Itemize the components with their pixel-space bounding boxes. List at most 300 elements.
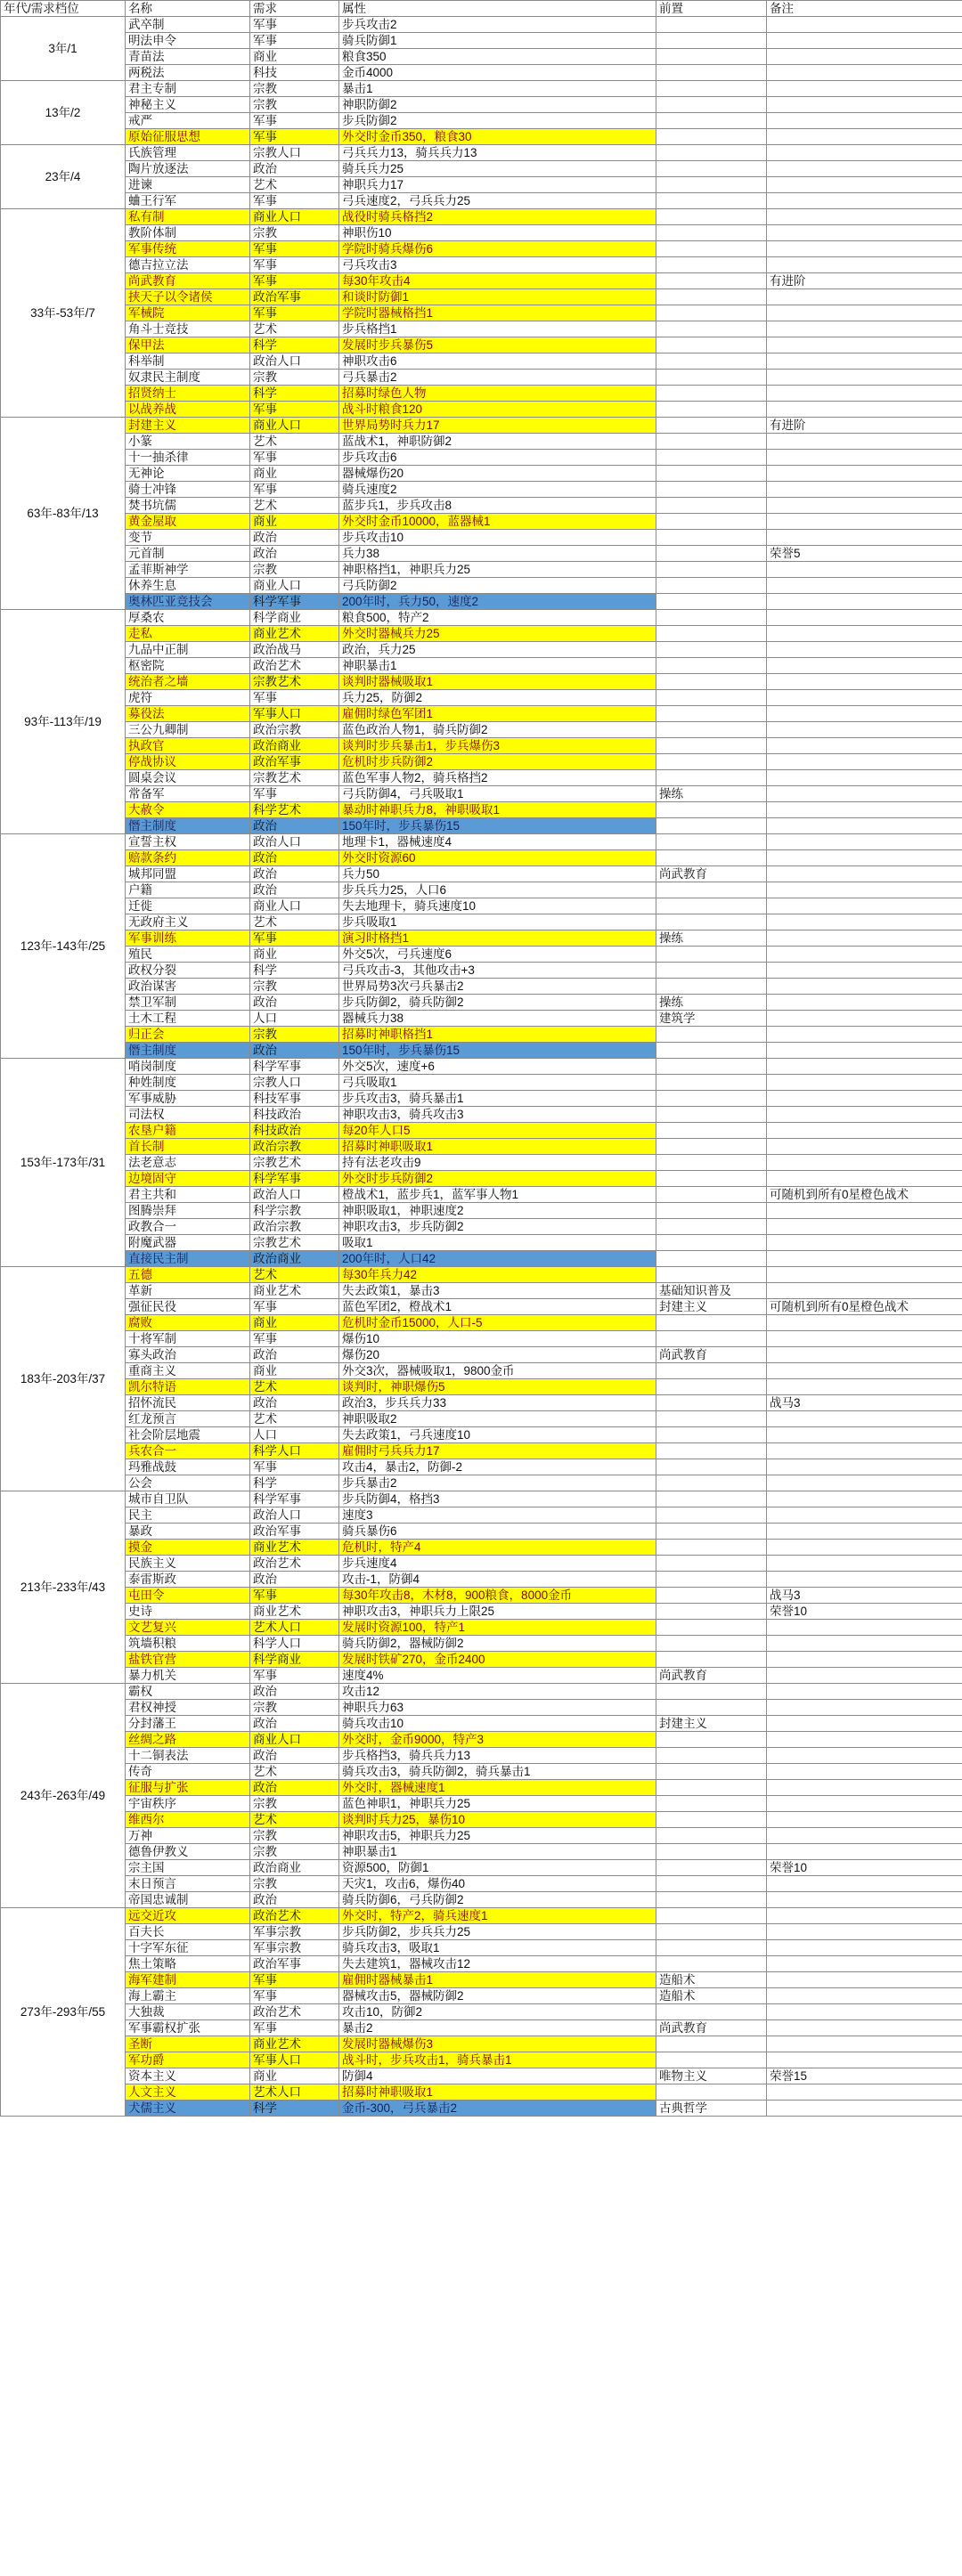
policy-prerequisite [656, 1892, 767, 1908]
policy-attribute: 每30年攻击8，木材8，900粮食，8000金币 [339, 1588, 656, 1604]
policy-requirement: 宗教 [250, 370, 339, 386]
policy-name: 赔款条约 [126, 850, 250, 866]
policy-attribute: 攻击-1，防御4 [339, 1572, 656, 1588]
policy-prerequisite [656, 1507, 767, 1524]
policy-remark [767, 1636, 962, 1652]
policy-name: 执政官 [126, 738, 250, 754]
policy-name: 政治谋害 [126, 979, 250, 995]
policy-remark [767, 658, 962, 674]
policy-name: 招贤纳士 [126, 386, 250, 402]
policy-attribute: 学院时器械格挡1 [339, 305, 656, 321]
table-row [1, 979, 962, 995]
policy-attribute: 200年时，人口42 [339, 1251, 656, 1267]
policy-name: 招怀流民 [126, 1395, 250, 1411]
policy-requirement: 商业艺术 [250, 1540, 339, 1556]
policy-prerequisite: 古典哲学 [656, 2101, 767, 2117]
policy-name: 筑墙积粮 [126, 1636, 250, 1652]
table-row [1, 706, 962, 722]
policy-name: 原始征服思想 [126, 129, 250, 145]
table-row [1, 17, 962, 33]
policy-attribute: 150年时，步兵暴伤15 [339, 1043, 656, 1059]
policy-attribute: 神职吸取1，神职速度2 [339, 1203, 656, 1219]
policy-requirement: 科技军事 [250, 1091, 339, 1107]
table-row [1, 1892, 962, 1908]
table-row [1, 113, 962, 129]
policy-requirement: 军事 [250, 1459, 339, 1475]
policy-attribute: 兵力50 [339, 866, 656, 882]
table-row [1, 466, 962, 482]
policy-prerequisite [656, 1796, 767, 1812]
policy-requirement: 艺术 [250, 1411, 339, 1427]
policy-attribute: 招募时神职吸取1 [339, 1139, 656, 1155]
policy-attribute: 器械爆伤20 [339, 466, 656, 482]
policy-prerequisite [656, 1139, 767, 1155]
table-row [1, 1443, 962, 1459]
policy-remark [767, 674, 962, 690]
header-remark: 备注 [767, 1, 962, 17]
policy-prerequisite [656, 1203, 767, 1219]
policy-requirement: 科学 [250, 337, 339, 353]
policy-prerequisite [656, 1780, 767, 1796]
policy-requirement: 商业艺术 [250, 1604, 339, 1620]
table-row [1, 1107, 962, 1123]
policy-remark [767, 1155, 962, 1171]
policy-requirement: 商业人口 [250, 578, 339, 594]
policy-remark [767, 1572, 962, 1588]
policy-prerequisite [656, 979, 767, 995]
policy-prerequisite [656, 145, 767, 161]
policy-prerequisite [656, 546, 767, 562]
policy-requirement: 宗教 [250, 979, 339, 995]
policy-remark [767, 770, 962, 786]
policy-prerequisite [656, 1219, 767, 1235]
policy-attribute: 外交时金币10000，蓝器械1 [339, 514, 656, 530]
policy-prerequisite [656, 177, 767, 193]
policy-prerequisite [656, 273, 767, 289]
policy-prerequisite [656, 1059, 767, 1075]
policy-requirement: 政治军事 [250, 1524, 339, 1540]
policy-name: 德鲁伊教义 [126, 1844, 250, 1860]
policy-remark [767, 113, 962, 129]
table-row [1, 1748, 962, 1764]
policy-attribute: 外交时资源60 [339, 850, 656, 866]
policy-name: 募役法 [126, 706, 250, 722]
policy-requirement: 政治人口 [250, 353, 339, 370]
table-row [1, 1988, 962, 2004]
policy-attribute: 每30年兵力42 [339, 1267, 656, 1283]
policy-attribute: 爆伤10 [339, 1331, 656, 1347]
policy-remark [767, 2036, 962, 2052]
policy-requirement: 军事 [250, 1988, 339, 2004]
policy-requirement: 政治人口 [250, 834, 339, 850]
policy-requirement: 政治商业 [250, 738, 339, 754]
policy-name: 明法申令 [126, 33, 250, 49]
policy-requirement: 宗教 [250, 1844, 339, 1860]
policy-attribute: 外交时，器械速度1 [339, 1780, 656, 1796]
policy-requirement: 政治宗教 [250, 1139, 339, 1155]
policy-prerequisite [656, 1379, 767, 1395]
policy-attribute: 地理卡1，器械速度4 [339, 834, 656, 850]
policy-prerequisite [656, 1556, 767, 1572]
policy-requirement: 政治 [250, 995, 339, 1011]
policy-remark [767, 1716, 962, 1732]
policy-attribute: 失去政策1，弓兵速度10 [339, 1427, 656, 1443]
policy-name: 革新 [126, 1283, 250, 1299]
era-cell: 93年-113年/19 [1, 610, 126, 834]
policy-requirement: 商业人口 [250, 1732, 339, 1748]
policy-remark [767, 81, 962, 97]
policy-name: 无政府主义 [126, 914, 250, 930]
policy-remark [767, 1107, 962, 1123]
policy-remark [767, 882, 962, 898]
policy-name: 私有制 [126, 209, 250, 225]
policy-requirement: 政治军事 [250, 289, 339, 305]
policy-remark [767, 914, 962, 930]
table-row [1, 1459, 962, 1475]
policy-prerequisite [656, 1652, 767, 1668]
policy-requirement: 科学人口 [250, 1443, 339, 1459]
policy-prerequisite [656, 1844, 767, 1860]
policy-remark [767, 898, 962, 914]
policy-attribute: 弓兵防御2 [339, 578, 656, 594]
policy-prerequisite [656, 610, 767, 626]
policy-requirement: 商业 [250, 466, 339, 482]
policy-name: 统治者之墙 [126, 674, 250, 690]
table-row [1, 1620, 962, 1636]
policy-remark [767, 1363, 962, 1379]
policy-attribute: 弓兵暴击2 [339, 370, 656, 386]
policy-remark [767, 1491, 962, 1507]
table-row [1, 49, 962, 65]
policy-requirement: 军事 [250, 1668, 339, 1684]
policy-remark [767, 1203, 962, 1219]
policy-prerequisite: 造船术 [656, 1972, 767, 1988]
policy-name: 哨岗制度 [126, 1059, 250, 1075]
policy-remark [767, 17, 962, 33]
policy-attribute: 每30年攻击4 [339, 273, 656, 289]
policy-requirement: 政治艺术 [250, 1908, 339, 1924]
policy-prerequisite [656, 370, 767, 386]
policy-requirement: 军事 [250, 1972, 339, 1988]
policy-remark [767, 1940, 962, 1956]
policy-prerequisite: 基础知识普及 [656, 1283, 767, 1299]
policy-prerequisite [656, 1764, 767, 1780]
policy-prerequisite [656, 1411, 767, 1427]
policy-requirement: 商业艺术 [250, 1283, 339, 1299]
policy-name: 海军建制 [126, 1972, 250, 1988]
policy-prerequisite [656, 1459, 767, 1475]
policy-remark: 荣誉10 [767, 1604, 962, 1620]
table-row [1, 898, 962, 914]
policy-requirement: 政治 [250, 882, 339, 898]
table-row [1, 738, 962, 754]
table-row [1, 1251, 962, 1267]
policy-prerequisite [656, 1171, 767, 1187]
policy-prerequisite: 尚武教育 [656, 1668, 767, 1684]
policy-remark [767, 1652, 962, 1668]
policy-requirement: 宗教人口 [250, 145, 339, 161]
policy-name: 摸金 [126, 1540, 250, 1556]
policy-name: 边境固守 [126, 1171, 250, 1187]
policy-attribute: 速度3 [339, 1507, 656, 1524]
era-cell: 63年-83年/13 [1, 418, 126, 610]
policy-name: 分封藩王 [126, 1716, 250, 1732]
policy-requirement: 军事 [250, 1299, 339, 1315]
policy-remark [767, 1331, 962, 1347]
table-row [1, 642, 962, 658]
era-cell: 153年-173年/31 [1, 1059, 126, 1267]
table-row [1, 995, 962, 1011]
policy-requirement: 人口 [250, 1011, 339, 1027]
table-row [1, 97, 962, 113]
header-prerequisite: 前置 [656, 1, 767, 17]
policy-requirement: 政治 [250, 1892, 339, 1908]
table-row [1, 1283, 962, 1299]
table-row [1, 1684, 962, 1700]
table-row [1, 1540, 962, 1556]
policy-requirement: 宗教艺术 [250, 770, 339, 786]
policy-prerequisite [656, 33, 767, 49]
policy-attribute: 神职伤10 [339, 225, 656, 241]
policy-requirement: 军事 [250, 193, 339, 209]
table-row [1, 1475, 962, 1491]
policy-name: 远交近攻 [126, 1908, 250, 1924]
policy-prerequisite [656, 1828, 767, 1844]
table-row [1, 2068, 962, 2084]
policy-requirement: 宗教 [250, 1027, 339, 1043]
table-row [1, 1860, 962, 1876]
policy-name: 政权分裂 [126, 963, 250, 979]
policy-requirement: 宗教 [250, 81, 339, 97]
policy-requirement: 政治人口 [250, 1507, 339, 1524]
policy-attribute: 政治3，步兵兵力33 [339, 1395, 656, 1411]
table-row [1, 1636, 962, 1652]
policy-prerequisite: 封建主义 [656, 1716, 767, 1732]
policy-prerequisite [656, 49, 767, 65]
policy-attribute: 雇佣时绿色军团1 [339, 706, 656, 722]
policy-prerequisite [656, 2004, 767, 2020]
policy-attribute: 外交时，金币9000，特产3 [339, 1732, 656, 1748]
table-row [1, 1796, 962, 1812]
policy-requirement: 政治 [250, 1780, 339, 1796]
policy-prerequisite: 封建主义 [656, 1299, 767, 1315]
table-row [1, 321, 962, 337]
policy-attribute: 骑兵防御6，弓兵防御2 [339, 1892, 656, 1908]
policy-name: 军事传统 [126, 241, 250, 257]
table-row [1, 1363, 962, 1379]
policy-prerequisite [656, 818, 767, 834]
policy-attribute: 暴动时神职兵力8，神职吸取1 [339, 802, 656, 818]
policy-prerequisite [656, 1860, 767, 1876]
policy-remark [767, 161, 962, 177]
policy-remark: 战马3 [767, 1395, 962, 1411]
policy-requirement: 政治艺术 [250, 2004, 339, 2020]
policy-name: 农垦户籍 [126, 1123, 250, 1139]
policy-name: 戒严 [126, 113, 250, 129]
policy-remark: 荣誉10 [767, 1860, 962, 1876]
table-row [1, 722, 962, 738]
policy-requirement: 政治战马 [250, 642, 339, 658]
table-row [1, 386, 962, 402]
policy-remark [767, 97, 962, 113]
policy-remark [767, 1347, 962, 1363]
policy-name: 焦土策略 [126, 1956, 250, 1972]
policy-attribute: 危机时，特产4 [339, 1540, 656, 1556]
policy-remark [767, 979, 962, 995]
policy-remark [767, 706, 962, 722]
policy-prerequisite [656, 850, 767, 866]
policy-prerequisite [656, 963, 767, 979]
policy-requirement: 军事宗教 [250, 1940, 339, 1956]
policy-name: 凯尔特语 [126, 1379, 250, 1395]
policy-name: 变节 [126, 530, 250, 546]
policy-name: 十字军东征 [126, 1940, 250, 1956]
policy-remark [767, 225, 962, 241]
policy-attribute: 和谈时防御1 [339, 289, 656, 305]
policy-requirement: 军事 [250, 1588, 339, 1604]
table-row [1, 1011, 962, 1027]
policy-name: 史诗 [126, 1604, 250, 1620]
policy-remark [767, 1283, 962, 1299]
header-requirement: 需求 [250, 1, 339, 17]
table-row [1, 834, 962, 850]
policy-requirement: 政治人口 [250, 1187, 339, 1203]
policy-prerequisite: 操练 [656, 930, 767, 947]
policy-attribute: 骑兵攻击3，骑兵防御2，骑兵暴击1 [339, 1764, 656, 1780]
policy-prerequisite [656, 690, 767, 706]
policy-name: 进谏 [126, 177, 250, 193]
policy-name: 公会 [126, 1475, 250, 1491]
policy-attribute: 金币-300，弓兵暴击2 [339, 2101, 656, 2117]
table-row [1, 786, 962, 802]
policy-name: 常备军 [126, 786, 250, 802]
policy-requirement: 科技政治 [250, 1123, 339, 1139]
policy-prerequisite [656, 738, 767, 754]
policy-remark [767, 1315, 962, 1331]
policy-attribute: 200年时，兵力50，速度2 [339, 594, 656, 610]
policy-name: 奴隶民主制度 [126, 370, 250, 386]
policy-attribute: 神职兵力17 [339, 177, 656, 193]
policy-remark [767, 209, 962, 225]
policy-remark [767, 786, 962, 802]
table-row [1, 65, 962, 81]
policy-prerequisite [656, 802, 767, 818]
table-row [1, 1427, 962, 1443]
policy-requirement: 商业 [250, 1315, 339, 1331]
policy-remark [767, 1027, 962, 1043]
policy-remark [767, 49, 962, 65]
policy-attribute: 攻击10，防御2 [339, 2004, 656, 2020]
table-row [1, 1652, 962, 1668]
policy-attribute: 步兵防御2，步兵兵力25 [339, 1924, 656, 1940]
header-era: 年代/需求档位 [1, 1, 126, 17]
policy-name: 民族主义 [126, 1556, 250, 1572]
policy-prerequisite [656, 1251, 767, 1267]
table-row [1, 1315, 962, 1331]
policy-remark [767, 450, 962, 466]
policy-prerequisite [656, 2084, 767, 2101]
policy-attribute: 骑兵兵力25 [339, 161, 656, 177]
table-row [1, 1187, 962, 1203]
policy-prerequisite [656, 305, 767, 321]
policy-remark [767, 402, 962, 418]
policy-attribute: 学院时骑兵爆伤6 [339, 241, 656, 257]
policy-attribute: 危机时步兵防御2 [339, 754, 656, 770]
policy-prerequisite: 尚武教育 [656, 866, 767, 882]
policy-attribute: 蓝色军团2，橙战术1 [339, 1299, 656, 1315]
table-row [1, 626, 962, 642]
policy-name: 丝绸之路 [126, 1732, 250, 1748]
policy-attribute: 危机时金币15000，人口-5 [339, 1315, 656, 1331]
policy-requirement: 宗教 [250, 225, 339, 241]
policy-requirement: 政治商业 [250, 1251, 339, 1267]
policy-attribute: 神职暴击1 [339, 1844, 656, 1860]
table-row [1, 1972, 962, 1988]
era-cell: 13年/2 [1, 81, 126, 145]
policy-name: 圣断 [126, 2036, 250, 2052]
policy-prerequisite [656, 418, 767, 434]
table-row [1, 482, 962, 498]
policy-requirement: 宗教人口 [250, 1075, 339, 1091]
policy-remark [767, 1507, 962, 1524]
policy-requirement: 军事 [250, 482, 339, 498]
policy-remark: 有进阶 [767, 273, 962, 289]
policy-remark [767, 578, 962, 594]
policy-prerequisite: 操练 [656, 786, 767, 802]
policy-attribute: 150年时，步兵暴伤15 [339, 818, 656, 834]
policy-remark [767, 1251, 962, 1267]
table-row [1, 1732, 962, 1748]
policy-prerequisite [656, 1043, 767, 1059]
policy-prerequisite [656, 161, 767, 177]
policy-remark [767, 289, 962, 305]
table-row [1, 177, 962, 193]
table-row [1, 2052, 962, 2068]
policy-remark [767, 1892, 962, 1908]
policy-prerequisite [656, 97, 767, 113]
policy-name: 科举制 [126, 353, 250, 370]
header-row [1, 1, 962, 17]
policy-name: 资本主义 [126, 2068, 250, 2084]
policy-prerequisite [656, 882, 767, 898]
policy-prerequisite [656, 706, 767, 722]
policy-attribute: 骑兵攻击3，吸取1 [339, 1940, 656, 1956]
policy-requirement: 科技 [250, 65, 339, 81]
policy-requirement: 宗教艺术 [250, 1235, 339, 1251]
policy-prerequisite [656, 674, 767, 690]
policy-attribute: 暴击1 [339, 81, 656, 97]
policy-remark [767, 1459, 962, 1475]
policy-name: 停战协议 [126, 754, 250, 770]
policy-attribute: 弓兵攻击-3，其他攻击+3 [339, 963, 656, 979]
table-row [1, 1123, 962, 1139]
table-row [1, 1572, 962, 1588]
policy-remark [767, 1043, 962, 1059]
policy-name: 暴力机关 [126, 1668, 250, 1684]
policy-name: 军事训练 [126, 930, 250, 947]
policy-attribute: 粮食350 [339, 49, 656, 65]
policy-requirement: 军事 [250, 305, 339, 321]
policy-remark [767, 514, 962, 530]
policy-remark [767, 1091, 962, 1107]
policy-remark: 荣誉5 [767, 546, 962, 562]
policy-name: 泰雷斯政 [126, 1572, 250, 1588]
policy-name: 德吉拉立法 [126, 257, 250, 273]
policy-prerequisite [656, 1075, 767, 1091]
policy-name: 寡头政治 [126, 1347, 250, 1363]
policy-remark [767, 818, 962, 834]
policy-prerequisite [656, 402, 767, 418]
